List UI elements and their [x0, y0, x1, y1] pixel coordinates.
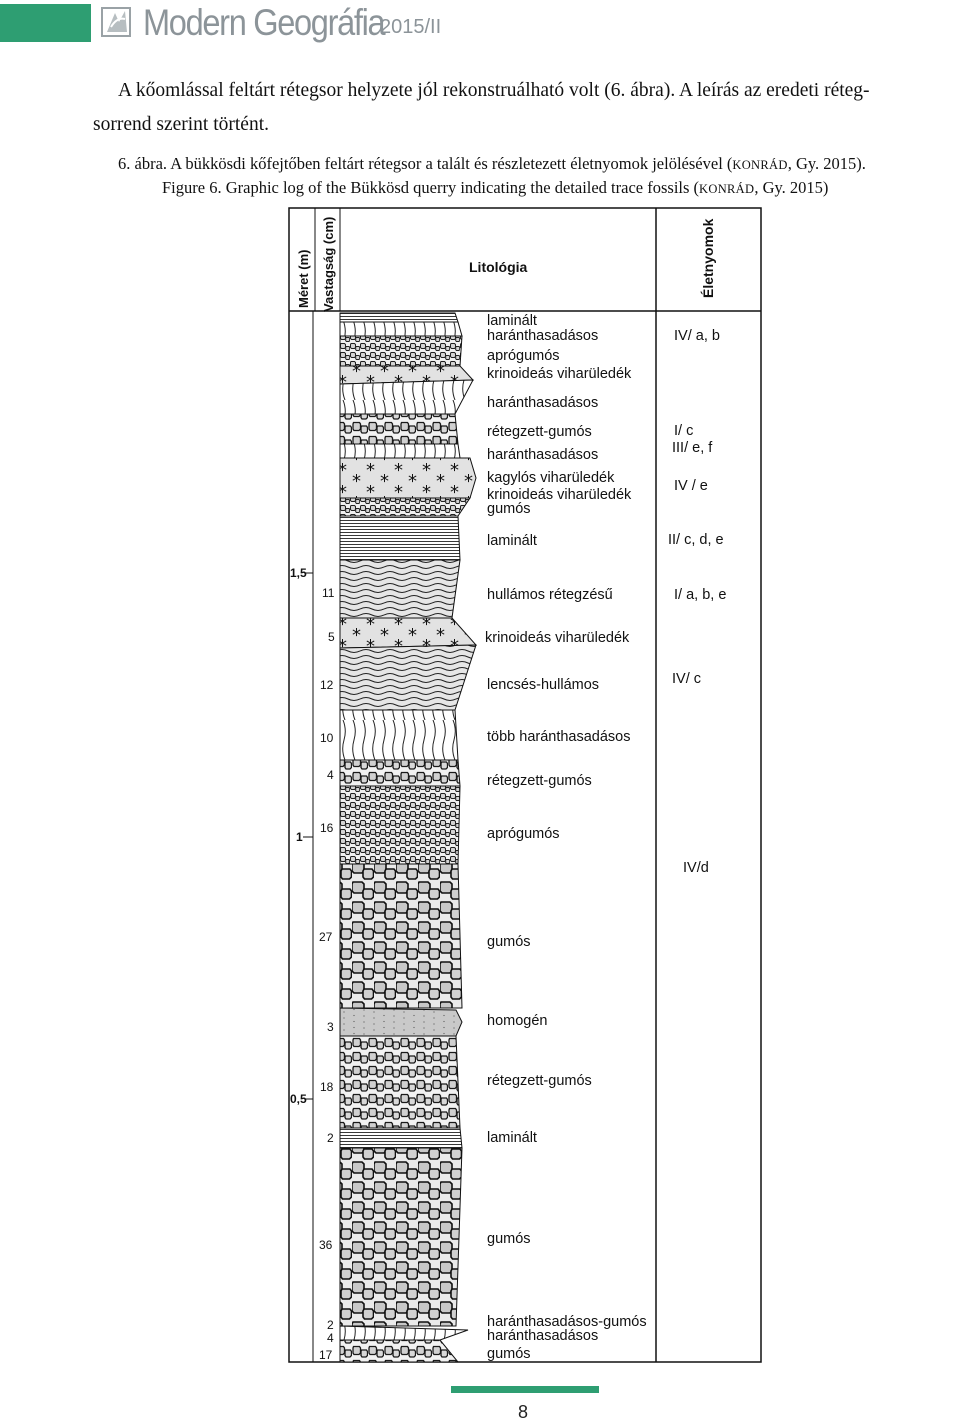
- lithology-label: hullámos rétegzésű: [487, 587, 613, 603]
- trace-label: IV / e: [674, 478, 708, 494]
- lithology-label: krinoideás viharüledék: [485, 630, 630, 646]
- body-line-2: sorrend szerint történt.: [93, 114, 269, 135]
- thickness-label: 2: [327, 1131, 334, 1145]
- lithology-label: gumós: [487, 1231, 531, 1247]
- thickness-label: 2: [327, 1318, 334, 1332]
- journal-title: Modern Geográfia: [143, 2, 385, 43]
- lithology-label: krinoideás viharüledék: [487, 366, 632, 382]
- col-litologia-header: Litológia: [469, 259, 528, 275]
- lithology-label: gumós: [487, 501, 531, 517]
- footer-accent-line: [451, 1386, 599, 1393]
- thickness-label: 11: [322, 586, 335, 600]
- trace-label: II/ c, d, e: [668, 532, 724, 548]
- lithology-label: gumós: [487, 1346, 531, 1362]
- thickness-label: 5: [328, 630, 335, 644]
- col-eletnyomok-header: Életnyomok: [700, 218, 716, 298]
- thickness-label: 10: [320, 731, 334, 745]
- body-line-1: A kőomlással feltárt rétegsor helyzete jól rekonstruálható volt (6. ábra). A leírás az eredeti réteg-: [118, 80, 870, 101]
- trace-label: IV/ c: [672, 671, 702, 687]
- trace-label: III/ e, f: [672, 440, 713, 456]
- lithology-label: haránthasadásos: [487, 1328, 599, 1344]
- thickness-label: 12: [320, 678, 334, 692]
- lithology-label: gumós: [487, 934, 531, 950]
- thickness-label: 4: [327, 768, 334, 782]
- lithology-label: aprógumós: [487, 348, 560, 364]
- trace-label: I/ a, b, e: [674, 587, 727, 603]
- trace-label: IV/ a, b: [674, 328, 720, 344]
- lithology-label: rétegzett-gumós: [487, 773, 592, 789]
- lithology-label: aprógumós: [487, 826, 560, 842]
- thickness-label: 16: [320, 821, 334, 835]
- thickness-label: 3: [327, 1020, 334, 1034]
- page-number: 8: [518, 1402, 529, 1422]
- lithology-label: kagylós viharüledék: [487, 470, 615, 486]
- col-meret-header: Méret (m): [296, 249, 311, 308]
- lithology-label: haránthasadásos: [487, 328, 599, 344]
- lithology-label: laminált: [487, 1130, 537, 1146]
- lithology-column: [340, 313, 476, 1362]
- lithology-label: lencsés-hullámos: [487, 677, 600, 693]
- lithology-label: rétegzett-gumós: [487, 1073, 592, 1089]
- lithology-label: krinoideás viharüledék: [487, 487, 632, 503]
- lithology-label: laminált: [487, 313, 537, 329]
- col-vastagsag-header: Vastagság (cm): [321, 216, 336, 312]
- figure-caption-en: Figure 6. Graphic log of the Bükkösd querry indicating the detailed trace fossils (KONRÁD, Gy. 2015): [162, 178, 829, 197]
- trace-label: I/ c: [674, 423, 694, 439]
- thickness-label: 27: [319, 930, 333, 944]
- scale-label: 0,5: [290, 1092, 307, 1106]
- lithology-label: haránthasadásos: [487, 395, 599, 411]
- lithology-label: több haránthasadásos: [487, 729, 631, 745]
- trace-label: IV/d: [683, 860, 709, 876]
- scale-label: 1: [296, 830, 303, 844]
- thickness-label: 18: [320, 1080, 334, 1094]
- lithology-label: laminált: [487, 533, 537, 549]
- lithology-label: homogén: [487, 1013, 548, 1029]
- thickness-label: 17: [319, 1348, 333, 1362]
- lithology-label: rétegzett-gumós: [487, 424, 592, 440]
- lithology-label: haránthasadásos: [487, 447, 599, 463]
- thickness-label: 4: [327, 1331, 334, 1345]
- issue-number: 2015/II: [380, 16, 442, 38]
- lithology-label: haránthasadásos-gumós: [487, 1314, 647, 1330]
- scale-label: 1,5: [290, 566, 307, 580]
- figure-caption-hu: 6. ábra. A bükkösdi kőfejtőben feltárt rétegsor a talált és részletezett életnyomok jelölésével (KONRÁD, Gy. 2015).: [118, 154, 866, 173]
- thickness-label: 36: [319, 1238, 333, 1252]
